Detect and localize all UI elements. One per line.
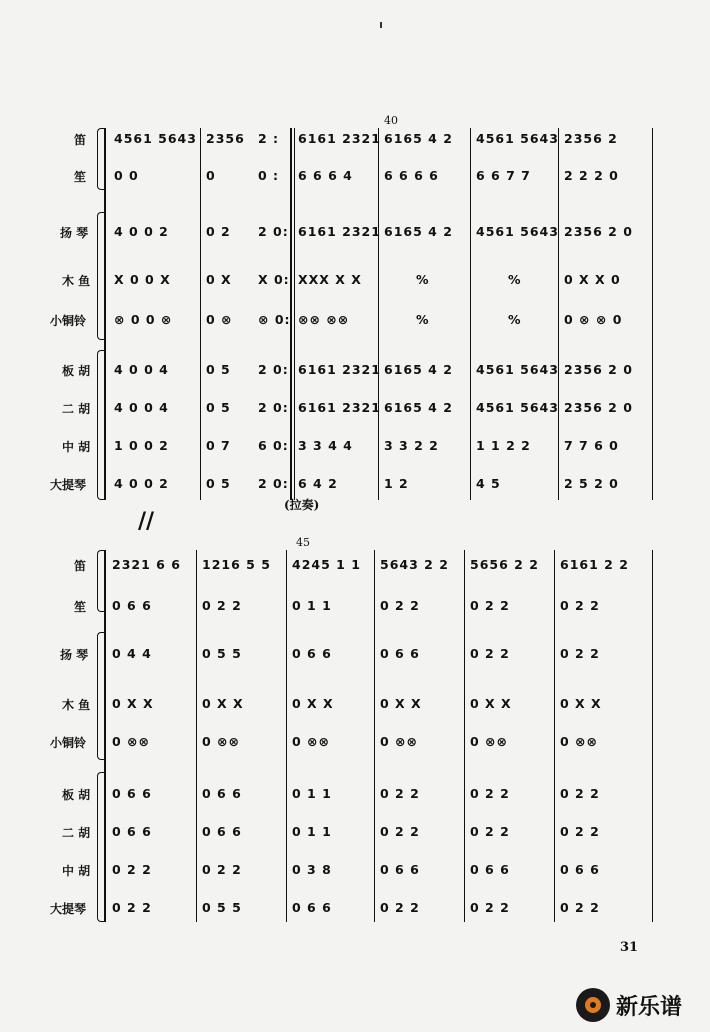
notation-cell: 0 2 2 bbox=[560, 598, 600, 613]
notation-cell: 2321 6 6 bbox=[112, 557, 181, 572]
notation-cell: 0 2 2 bbox=[202, 862, 242, 877]
instrument-label-zhonghu: 中 胡 bbox=[62, 864, 91, 878]
notation-cell: 0 5 bbox=[206, 476, 231, 491]
instrument-label-xiaotongling: 小铜铃 bbox=[50, 736, 87, 750]
notation-cell: 0 6 6 bbox=[380, 646, 420, 661]
notation-cell: 3 3 4 4 bbox=[298, 438, 353, 453]
instrument-label-zhonghu: 中 胡 bbox=[62, 440, 91, 454]
notation-cell: 0 6 6 bbox=[560, 862, 600, 877]
notation-cell: ⊗⊗ ⊗⊗ bbox=[298, 312, 350, 327]
notation-cell: 0 1 1 bbox=[292, 786, 332, 801]
notation-cell: 0 ⊗ bbox=[206, 312, 233, 327]
instrument-label-muyu: 木 鱼 bbox=[62, 274, 91, 288]
system2-winds-brace bbox=[97, 550, 104, 612]
instrument-label-datiqin: 大提琴 bbox=[50, 478, 87, 492]
system2-perc-brace bbox=[97, 632, 104, 760]
notation-cell: XXX X X bbox=[298, 272, 362, 287]
notation-cell: 6 0: bbox=[258, 438, 289, 453]
notation-cell: 5656 2 2 bbox=[470, 557, 539, 572]
playing-technique-note: (拉奏) bbox=[284, 498, 320, 512]
notation-cell: 6161 2 2 bbox=[560, 557, 629, 572]
watermark-text: 新乐谱 bbox=[616, 994, 683, 1020]
notation-cell: 0 3 8 bbox=[292, 862, 332, 877]
instrument-label-di: 笛 bbox=[74, 559, 87, 573]
notation-cell: 4561 5643 bbox=[476, 131, 559, 146]
system1-perc-brace bbox=[97, 212, 104, 340]
instrument-label-sheng: 笙 bbox=[74, 170, 87, 184]
system1-strings-brace bbox=[97, 350, 104, 500]
notation-cell: 2 : bbox=[258, 131, 280, 146]
notation-cell: 0 6 6 bbox=[202, 824, 242, 839]
notation-cell: 0 ⊗⊗ bbox=[292, 734, 330, 749]
instrument-label-muyu: 木 鱼 bbox=[62, 698, 91, 712]
notation-cell: 4561 5643 bbox=[476, 362, 559, 377]
notation-cell: 0 6 6 bbox=[292, 900, 332, 915]
notation-cell: 4245 1 1 bbox=[292, 557, 361, 572]
notation-cell: 0 7 bbox=[206, 438, 231, 453]
notation-cell: X 0: bbox=[258, 272, 290, 287]
system2-end-barline bbox=[652, 550, 653, 922]
notation-cell: 0 X X bbox=[202, 696, 244, 711]
notation-cell: 0 X X bbox=[292, 696, 334, 711]
notation-cell: 4 0 0 4 bbox=[114, 400, 169, 415]
notation-cell: ⊗ 0: bbox=[258, 312, 291, 327]
system1-barline bbox=[558, 128, 559, 500]
notation-cell: 6161 2321 bbox=[298, 224, 381, 239]
notation-cell: 6165 4 2 bbox=[384, 362, 453, 377]
measure-number-40: 40 bbox=[384, 114, 398, 127]
system2-barline bbox=[196, 550, 197, 922]
notation-cell: 6 6 7 7 bbox=[476, 168, 531, 183]
notation-cell: 4 0 0 4 bbox=[114, 362, 169, 377]
notation-cell: 4 0 0 2 bbox=[114, 476, 169, 491]
notation-cell: 0 2 bbox=[206, 224, 231, 239]
notation-cell: 1216 5 5 bbox=[202, 557, 271, 572]
notation-cell: 0 6 6 bbox=[470, 862, 510, 877]
notation-cell: 0 ⊗ ⊗ 0 bbox=[564, 312, 623, 327]
notation-cell: 0 X bbox=[206, 272, 232, 287]
notation-cell: 2356 2 bbox=[564, 131, 618, 146]
notation-cell: 2 0: bbox=[258, 224, 289, 239]
notation-cell: 6161 2321 bbox=[298, 362, 381, 377]
notation-cell: 0 2 2 bbox=[560, 900, 600, 915]
notation-cell: 0 2 2 bbox=[470, 646, 510, 661]
notation-cell: 5643 2 2 bbox=[380, 557, 449, 572]
notation-cell: 0 X X bbox=[380, 696, 422, 711]
notation-cell: 2356 2 0 bbox=[564, 362, 633, 377]
notation-cell: 7 7 6 0 bbox=[564, 438, 619, 453]
instrument-label-yangqin: 扬 琴 bbox=[60, 226, 89, 240]
notation-cell: 2356 bbox=[206, 131, 245, 146]
repeat-measure-sign: % bbox=[416, 272, 430, 287]
notation-cell: 0 2 2 bbox=[470, 900, 510, 915]
system1-barline bbox=[470, 128, 471, 500]
instrument-label-banhu: 板 胡 bbox=[62, 788, 91, 802]
system2-barline bbox=[554, 550, 555, 922]
notation-cell: 0 2 2 bbox=[380, 824, 420, 839]
instrument-label-erhu: 二 胡 bbox=[62, 402, 91, 416]
notation-cell: 2356 2 0 bbox=[564, 224, 633, 239]
notation-cell: 0 0 bbox=[114, 168, 139, 183]
notation-cell: 0 5 5 bbox=[202, 900, 242, 915]
notation-cell: 0 X X bbox=[112, 696, 154, 711]
notation-cell: 6165 4 2 bbox=[384, 400, 453, 415]
system1-barline bbox=[378, 128, 379, 500]
notation-cell: 0 2 2 bbox=[380, 786, 420, 801]
system2-barline bbox=[374, 550, 375, 922]
instrument-label-erhu: 二 胡 bbox=[62, 826, 91, 840]
vinyl-record-icon bbox=[576, 988, 610, 1022]
notation-cell: 6 6 6 4 bbox=[298, 168, 353, 183]
instrument-label-banhu: 板 胡 bbox=[62, 364, 91, 378]
watermark-logo bbox=[576, 988, 682, 1022]
notation-cell: 4561 5643 bbox=[476, 400, 559, 415]
notation-cell: 0 1 1 bbox=[292, 598, 332, 613]
notation-cell: 0 ⊗⊗ bbox=[202, 734, 240, 749]
notation-cell: 0 ⊗⊗ bbox=[470, 734, 508, 749]
page-number: 31 bbox=[620, 940, 639, 955]
notation-cell: 0 6 6 bbox=[112, 786, 152, 801]
notation-cell: 4561 5643 bbox=[476, 224, 559, 239]
notation-cell: X 0 0 X bbox=[114, 272, 171, 287]
notation-cell: 0 ⊗⊗ bbox=[112, 734, 150, 749]
notation-cell: 0 X X 0 bbox=[564, 272, 621, 287]
notation-cell: 1 1 2 2 bbox=[476, 438, 531, 453]
notation-cell: 0 5 bbox=[206, 362, 231, 377]
instrument-label-datiqin: 大提琴 bbox=[50, 902, 87, 916]
notation-cell: 2 2 2 0 bbox=[564, 168, 619, 183]
notation-cell: 0 6 6 bbox=[380, 862, 420, 877]
notation-cell: 4 5 bbox=[476, 476, 501, 491]
notation-cell: 0 X X bbox=[470, 696, 512, 711]
notation-cell: 0 6 6 bbox=[202, 786, 242, 801]
system2-left-line bbox=[104, 550, 106, 922]
notation-cell: 0 ⊗⊗ bbox=[380, 734, 418, 749]
system2-barline bbox=[464, 550, 465, 922]
notation-cell: 0 X X bbox=[560, 696, 602, 711]
system1-barline bbox=[200, 128, 201, 500]
notation-cell: 0 2 2 bbox=[380, 598, 420, 613]
instrument-label-xiaotongling: 小铜铃 bbox=[50, 314, 87, 328]
notation-cell: 4 0 0 2 bbox=[114, 224, 169, 239]
notation-cell: 0 2 2 bbox=[560, 646, 600, 661]
notation-cell: 4561 5643 bbox=[114, 131, 197, 146]
notation-cell: 2 0: bbox=[258, 362, 289, 377]
notation-cell: 0 6 6 bbox=[112, 824, 152, 839]
notation-cell: 6 4 2 bbox=[298, 476, 338, 491]
notation-cell: 1 0 0 2 bbox=[114, 438, 169, 453]
notation-cell: 0 5 bbox=[206, 400, 231, 415]
notation-cell: 0 2 2 bbox=[380, 900, 420, 915]
scan-mark bbox=[380, 22, 382, 28]
repeat-measure-sign: % bbox=[508, 312, 522, 327]
measure-number-45: 45 bbox=[296, 536, 310, 549]
notation-cell: 0 2 2 bbox=[470, 598, 510, 613]
notation-cell: 0 2 2 bbox=[112, 862, 152, 877]
notation-cell: 6161 2321 bbox=[298, 400, 381, 415]
instrument-label-yangqin: 扬 琴 bbox=[60, 648, 89, 662]
notation-cell: 0 6 6 bbox=[292, 646, 332, 661]
notation-cell: 1 2 bbox=[384, 476, 409, 491]
system-break-mark: // bbox=[138, 508, 155, 534]
system1-repeat-barline-thin bbox=[294, 128, 295, 500]
notation-cell: 6161 2321 bbox=[298, 131, 381, 146]
system1-winds-brace bbox=[97, 128, 104, 190]
notation-cell: 2356 2 0 bbox=[564, 400, 633, 415]
notation-cell: 0 bbox=[206, 168, 216, 183]
notation-cell: 0 2 2 bbox=[560, 786, 600, 801]
notation-cell: 0 2 2 bbox=[202, 598, 242, 613]
system1-end-barline bbox=[652, 128, 653, 500]
notation-cell: 0 2 2 bbox=[470, 824, 510, 839]
notation-cell: 0 4 4 bbox=[112, 646, 152, 661]
notation-cell: ⊗ 0 0 ⊗ bbox=[114, 312, 173, 327]
notation-cell: 6165 4 2 bbox=[384, 224, 453, 239]
notation-cell: 2 0: bbox=[258, 400, 289, 415]
notation-cell: 0 2 2 bbox=[560, 824, 600, 839]
notation-cell: 0 1 1 bbox=[292, 824, 332, 839]
notation-cell: 6165 4 2 bbox=[384, 131, 453, 146]
notation-cell: 0 6 6 bbox=[112, 598, 152, 613]
repeat-measure-sign: % bbox=[416, 312, 430, 327]
instrument-label-di: 笛 bbox=[74, 133, 87, 147]
notation-cell: 0 2 2 bbox=[112, 900, 152, 915]
instrument-label-sheng: 笙 bbox=[74, 600, 87, 614]
notation-cell: 2 5 2 0 bbox=[564, 476, 619, 491]
notation-cell: 0 ⊗⊗ bbox=[560, 734, 598, 749]
system2-barline bbox=[286, 550, 287, 922]
repeat-measure-sign: % bbox=[508, 272, 522, 287]
system1-left-line bbox=[104, 128, 106, 500]
notation-cell: 3 3 2 2 bbox=[384, 438, 439, 453]
notation-cell: 2 0: bbox=[258, 476, 289, 491]
system2-strings-brace bbox=[97, 772, 104, 922]
notation-cell: 0 : bbox=[258, 168, 280, 183]
notation-cell: 0 2 2 bbox=[470, 786, 510, 801]
notation-cell: 0 5 5 bbox=[202, 646, 242, 661]
notation-cell: 6 6 6 6 bbox=[384, 168, 439, 183]
